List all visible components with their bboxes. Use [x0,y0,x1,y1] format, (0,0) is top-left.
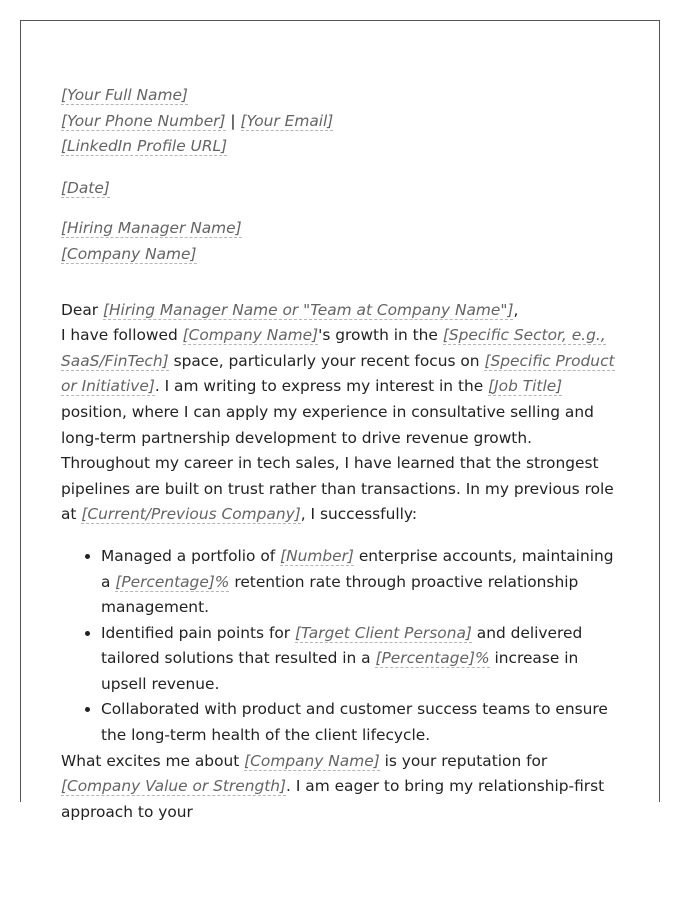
salutation-name-placeholder: [Hiring Manager Name or "Team at Company Name"] [102,300,514,319]
sector-placeholder: [Specific Sector, e.g., SaaS/FinTech] [61,326,606,370]
product-placeholder: [Specific Product or Initiative] [61,351,615,396]
experience-text-2: , I successfully: [300,505,418,524]
intro-text-3: space, particularly your recent focus on [168,351,485,370]
experience-paragraph [61,451,623,528]
closing-text-3: . I am eager to bring my relationship-first approach to your [61,777,605,821]
current-company-placeholder: [Current/Previous Company] [81,505,301,524]
percentage-placeholder: [Percentage]% [375,649,490,668]
bullet-text: Identified pain points for [101,623,296,642]
target-persona-placeholder: [Target Client Persona] [295,623,472,642]
closing-text-1: What excites me about [61,751,245,770]
email-placeholder: [Your Email] [240,111,334,130]
bullet-text: Managed a portfolio of [101,546,281,565]
company-name-placeholder: [Company Name] [61,244,197,263]
experience-text-1: Throughout my career in tech sales, I have learned that the strongest pipelines are built on trust rather than transactions. In my previous role at [61,454,614,524]
company-name-placeholder: [Company Name] [182,326,319,345]
closing-text-2: is your reputation for [379,751,548,770]
sender-phone-email-line [61,109,623,135]
recipient-name-line [61,216,623,242]
company-value-placeholder: [Company Value or Strength] [61,777,287,796]
company-name-placeholder: [Company Name] [244,751,380,770]
sender-linkedin-line [61,134,623,160]
separator: | [225,111,241,130]
achievements-list [61,544,623,749]
date-placeholder: [Date] [61,178,110,197]
intro-text-4: . I am writing to express my interest in the [154,377,489,396]
full-name-placeholder: [Your Full Name] [61,86,188,104]
intro-text-2: 's growth in the [318,326,443,345]
recipient-block [61,216,623,267]
intro-text-1: I have followed [61,326,183,345]
list-item [101,544,623,621]
date-line [61,176,623,202]
cover-letter [61,83,623,825]
list-item [101,697,623,748]
document-page [20,20,660,821]
hiring-manager-placeholder: [Hiring Manager Name] [61,219,242,238]
phone-placeholder: [Your Phone Number] [61,111,226,130]
linkedin-placeholder: [LinkedIn Profile URL] [61,137,228,156]
salutation [61,298,623,324]
intro-paragraph [61,323,623,451]
closing-paragraph [61,749,623,826]
intro-text-5: position, where I can apply my experience in consultative selling and long-term partnership development to drive revenue growth. [61,402,594,447]
sender-contact-block [61,83,623,160]
percentage-placeholder: [Percentage]% [115,572,230,591]
bullet-text: increase in upsell revenue. [101,649,579,693]
recipient-company-line [61,242,623,268]
bullet-text: and delivered tailored solutions that resulted in a [101,623,583,668]
salutation-prefix: Dear [61,300,103,319]
sender-name-line [61,83,623,109]
list-item [101,621,623,698]
bullet-text: enterprise accounts, maintaining a [101,546,614,591]
job-title-placeholder: [Job Title] [488,377,563,396]
bullet-text: retention rate through proactive relationship management. [101,572,579,617]
bullet-text: Collaborated with product and customer success teams to ensure the long-term health of the client lifecycle. [101,700,608,745]
salutation-suffix: , [513,300,519,319]
number-placeholder: [Number] [280,546,354,565]
